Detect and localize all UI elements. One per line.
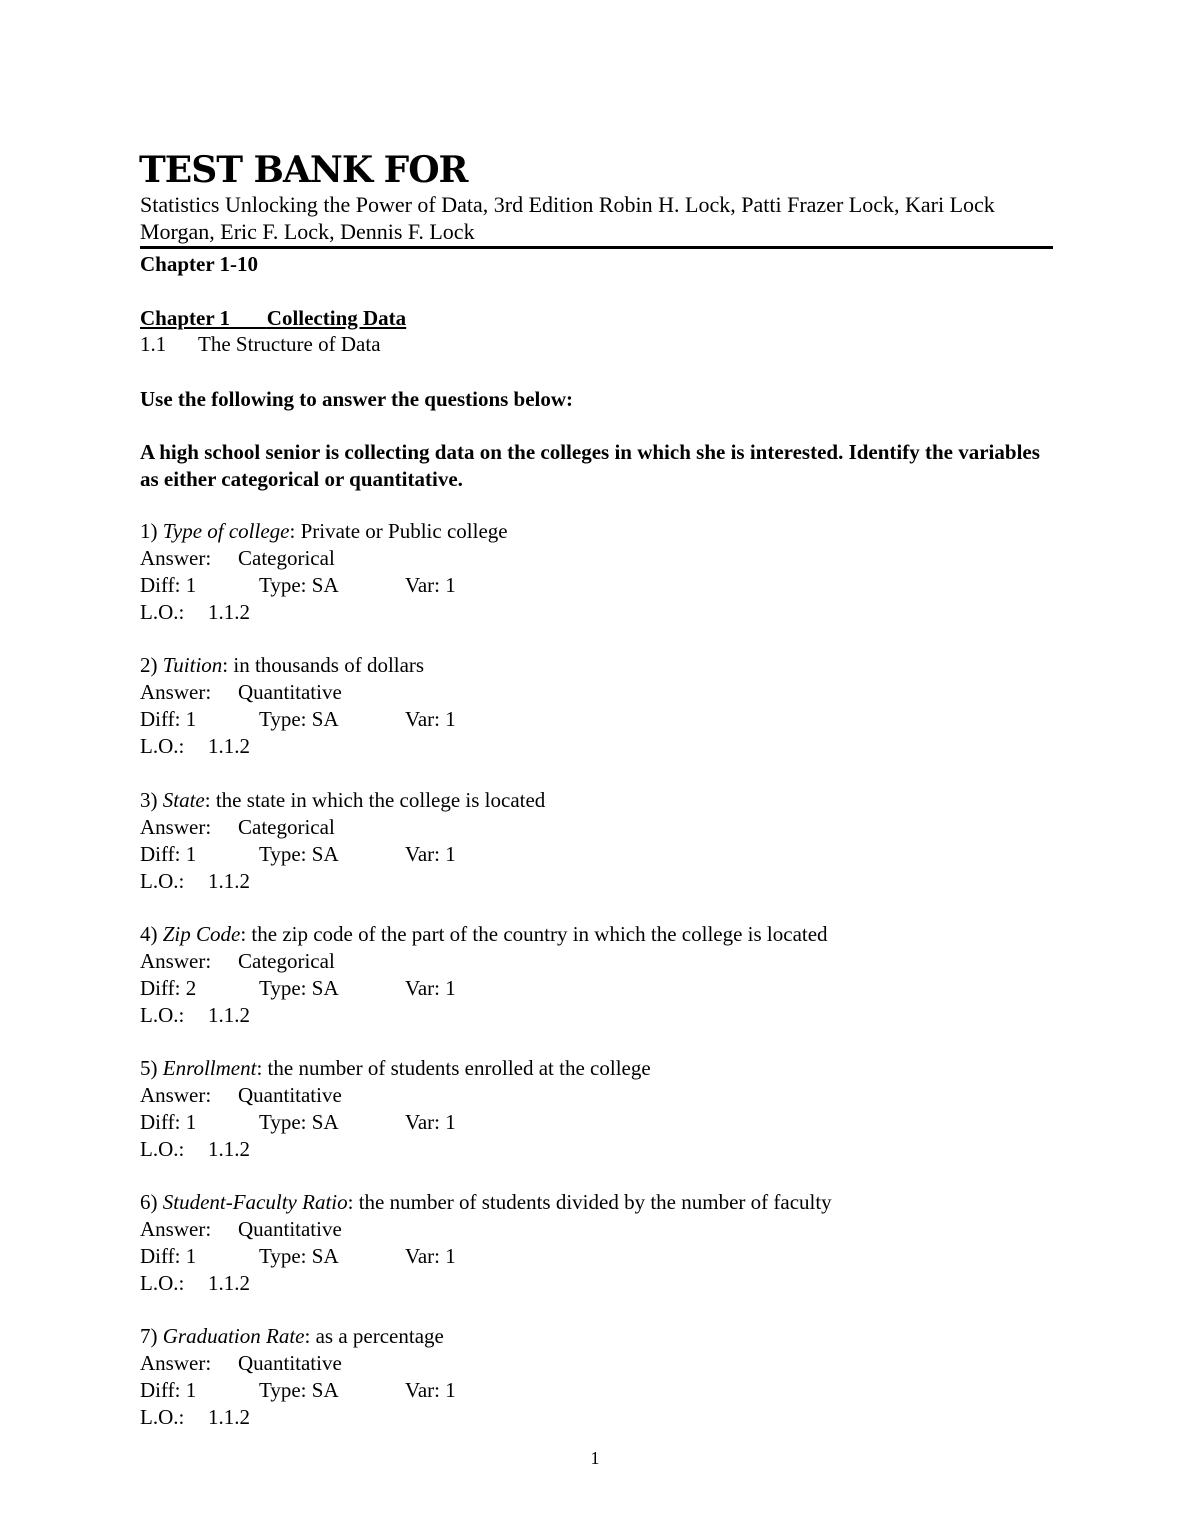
section-number: 1.1	[140, 332, 167, 356]
difficulty: Diff: 1	[140, 573, 197, 597]
question-prompt	[140, 1055, 1060, 1082]
question-prompt	[140, 921, 1060, 948]
variant: Var: 1	[405, 842, 456, 866]
question-prompt	[140, 1323, 1060, 1350]
question-type: Type: SA	[259, 573, 339, 597]
chapter-heading	[140, 305, 406, 332]
instructions: Use the following to answer the questions below:	[140, 387, 574, 411]
lo-line	[140, 1002, 1060, 1029]
meta-line	[140, 1243, 1060, 1270]
page-number: 1	[590, 1448, 600, 1468]
question-5	[140, 1055, 1060, 1163]
meta-line	[140, 572, 1060, 599]
question-description: : the state in which the college is located	[204, 788, 546, 812]
question-type: Type: SA	[259, 1110, 339, 1134]
question-prompt	[140, 518, 1060, 545]
answer-value: Quantitative	[238, 1083, 342, 1107]
lo-label: L.O.:	[140, 1003, 185, 1027]
lo-label: L.O.:	[140, 1271, 185, 1295]
section-title: The Structure of Data	[198, 332, 381, 356]
question-type: Type: SA	[259, 1244, 339, 1268]
question-3	[140, 787, 1060, 895]
question-number: 7)	[140, 1324, 158, 1348]
question-prompt	[140, 652, 1060, 679]
answer-value: Categorical	[238, 546, 335, 570]
question-variable: Type of college	[162, 519, 290, 543]
header-divider	[140, 246, 1053, 249]
lo-line	[140, 1136, 1060, 1163]
question-variable: Graduation Rate	[162, 1324, 305, 1348]
answer-line	[140, 948, 1060, 975]
variant: Var: 1	[405, 1244, 456, 1268]
question-description: : the number of students enrolled at the college	[256, 1056, 651, 1080]
question-type: Type: SA	[259, 707, 339, 731]
answer-line	[140, 1350, 1060, 1377]
question-description: : the zip code of the part of the country in which the college is located	[240, 922, 828, 946]
question-number: 6)	[140, 1190, 158, 1214]
difficulty: Diff: 2	[140, 976, 197, 1000]
answer-label: Answer:	[140, 1351, 212, 1375]
chapter-title: Collecting Data	[266, 306, 407, 330]
question-number: 4)	[140, 922, 158, 946]
question-4	[140, 921, 1060, 1029]
question-1	[140, 518, 1060, 626]
meta-line	[140, 1377, 1060, 1404]
lo-value: 1.1.2	[208, 1003, 250, 1027]
lo-value: 1.1.2	[208, 869, 250, 893]
lo-label: L.O.:	[140, 869, 185, 893]
answer-label: Answer:	[140, 815, 212, 839]
question-type: Type: SA	[259, 1378, 339, 1402]
answer-value: Categorical	[238, 815, 335, 839]
difficulty: Diff: 1	[140, 842, 197, 866]
answer-line	[140, 545, 1060, 572]
lo-label: L.O.:	[140, 1137, 185, 1161]
question-variable: Student-Faculty Ratio	[162, 1190, 348, 1214]
answer-line	[140, 679, 1060, 706]
scenario-text: A high school senior is collecting data on the colleges in which she is interested. Identify the variables as either categorical or quantitative.	[140, 440, 1040, 491]
difficulty: Diff: 1	[140, 1110, 197, 1134]
question-type: Type: SA	[259, 842, 339, 866]
variant: Var: 1	[405, 707, 456, 731]
chapter-range: Chapter 1-10	[140, 252, 259, 276]
question-description: : in thousands of dollars	[222, 653, 425, 677]
variant: Var: 1	[405, 573, 456, 597]
question-7	[140, 1323, 1060, 1431]
answer-line	[140, 1216, 1060, 1243]
book-subtitle: Statistics Unlocking the Power of Data, 3rd Edition Robin H. Lock, Patti Frazer Lock, Kari Lock Morgan, Eric F. Lock, Dennis F. Lock	[140, 192, 995, 244]
lo-label: L.O.:	[140, 734, 185, 758]
lo-label: L.O.:	[140, 1405, 185, 1429]
question-description: : as a percentage	[304, 1324, 444, 1348]
answer-label: Answer:	[140, 949, 212, 973]
answer-label: Answer:	[140, 1217, 212, 1241]
lo-value: 1.1.2	[208, 1271, 250, 1295]
question-6	[140, 1189, 1060, 1297]
question-prompt	[140, 787, 1060, 814]
question-number: 2)	[140, 653, 158, 677]
question-description: : Private or Public college	[289, 519, 508, 543]
answer-label: Answer:	[140, 546, 212, 570]
lo-label: L.O.:	[140, 600, 185, 624]
answer-label: Answer:	[140, 1083, 212, 1107]
lo-line	[140, 599, 1060, 626]
question-type: Type: SA	[259, 976, 339, 1000]
question-prompt	[140, 1189, 1060, 1216]
lo-line	[140, 1404, 1060, 1431]
answer-line	[140, 1082, 1060, 1109]
lo-value: 1.1.2	[208, 1137, 250, 1161]
meta-line	[140, 841, 1060, 868]
lo-value: 1.1.2	[208, 600, 250, 624]
difficulty: Diff: 1	[140, 1244, 197, 1268]
question-2	[140, 652, 1060, 760]
answer-value: Quantitative	[238, 1217, 342, 1241]
question-variable: Enrollment	[162, 1056, 257, 1080]
variant: Var: 1	[405, 1110, 456, 1134]
question-description: : the number of students divided by the number of faculty	[347, 1190, 832, 1214]
page-title: TEST BANK FOR	[139, 149, 468, 191]
lo-line	[140, 1270, 1060, 1297]
question-variable: State	[162, 788, 205, 812]
meta-line	[140, 706, 1060, 733]
variant: Var: 1	[405, 1378, 456, 1402]
question-number: 3)	[140, 788, 158, 812]
variant: Var: 1	[405, 976, 456, 1000]
lo-value: 1.1.2	[208, 1405, 250, 1429]
chapter-number: Chapter 1	[140, 306, 231, 330]
answer-value: Quantitative	[238, 680, 342, 704]
question-number: 5)	[140, 1056, 158, 1080]
question-number: 1)	[140, 519, 158, 543]
answer-value: Quantitative	[238, 1351, 342, 1375]
lo-line	[140, 733, 1060, 760]
answer-value: Categorical	[238, 949, 335, 973]
difficulty: Diff: 1	[140, 1378, 197, 1402]
question-variable: Zip Code	[162, 922, 241, 946]
meta-line	[140, 975, 1060, 1002]
answer-line	[140, 814, 1060, 841]
question-variable: Tuition	[162, 653, 223, 677]
meta-line	[140, 1109, 1060, 1136]
answer-label: Answer:	[140, 680, 212, 704]
lo-value: 1.1.2	[208, 734, 250, 758]
section-heading	[140, 331, 381, 358]
difficulty: Diff: 1	[140, 707, 197, 731]
lo-line	[140, 868, 1060, 895]
